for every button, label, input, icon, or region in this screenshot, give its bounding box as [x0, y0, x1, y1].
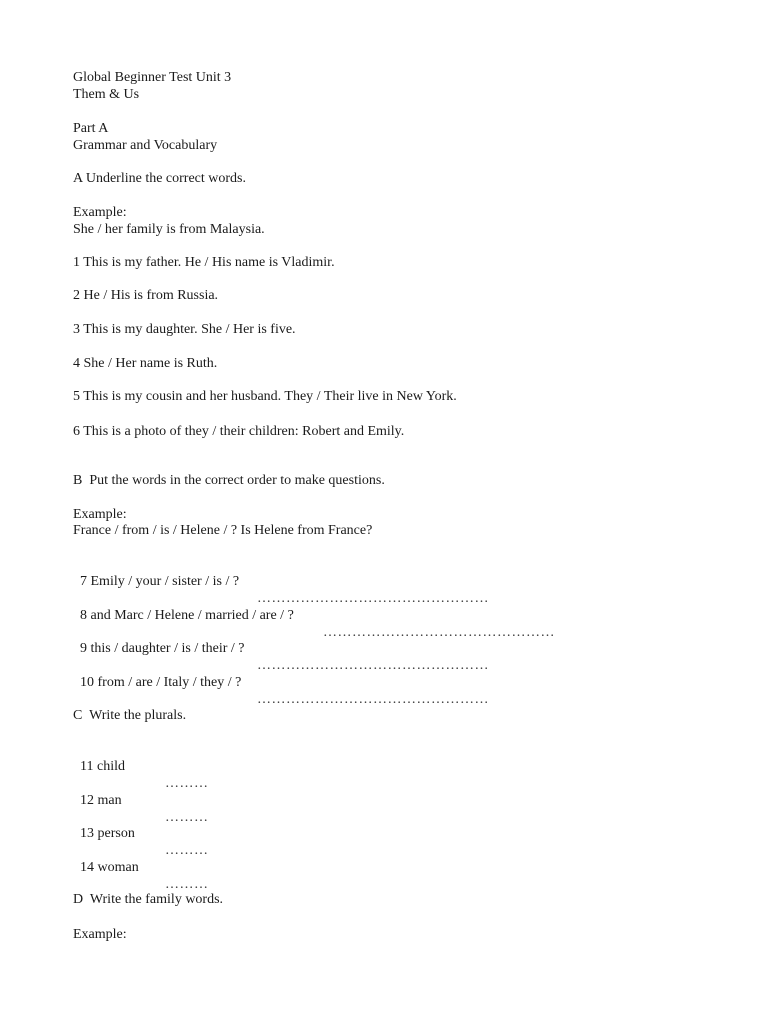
- section-b-example-label: Example:: [73, 507, 127, 522]
- plural-word: 11 child: [80, 759, 125, 774]
- answer-blank[interactable]: …………………………………………: [257, 591, 489, 606]
- question-prompt: 9 this / daughter / is / their / ?: [80, 641, 245, 656]
- section-a-example-label: Example:: [73, 205, 127, 220]
- question-prompt: 8 and Marc / Helene / married / are / ?: [80, 608, 294, 623]
- section-a-item-4: 4 She / Her name is Ruth.: [73, 356, 218, 371]
- section-a-item-1: 1 This is my father. He / His name is Vladimir.: [73, 255, 335, 270]
- plural-word: 14 woman: [80, 860, 139, 875]
- section-c-instruction: C Write the plurals.: [73, 708, 187, 723]
- plural-word: 13 person: [80, 826, 135, 841]
- answer-blank[interactable]: …………………………………………: [257, 692, 489, 707]
- section-a-instruction: A Underline the correct words.: [73, 171, 246, 186]
- answer-blank[interactable]: ………: [165, 843, 209, 858]
- part-label: Part A: [73, 121, 109, 136]
- section-b-item-10: [73, 657, 489, 708]
- section-c-item-14: [73, 842, 209, 893]
- plural-word: 12 man: [80, 793, 122, 808]
- section-b-example-text: France / from / is / Helene / ? Is Helene from France?: [73, 523, 373, 538]
- part-name: Grammar and Vocabulary: [73, 138, 218, 153]
- section-a-item-6: 6 This is a photo of they / their children: Robert and Emily.: [73, 424, 405, 439]
- answer-blank[interactable]: ………: [165, 776, 209, 791]
- section-a-example-text: She / her family is from Malaysia.: [73, 222, 265, 237]
- section-a-item-5: 5 This is my cousin and her husband. They / Their live in New York.: [73, 389, 457, 404]
- answer-blank[interactable]: ………: [165, 877, 209, 892]
- question-prompt: 10 from / are / Italy / they / ?: [80, 675, 249, 690]
- section-d-instruction: D Write the family words.: [73, 892, 224, 907]
- section-a-item-3: 3 This is my daughter. She / Her is five.: [73, 322, 296, 337]
- question-prompt: 7 Emily / your / sister / is / ?: [80, 574, 247, 589]
- answer-blank[interactable]: …………………………………………: [257, 658, 489, 673]
- answer-blank[interactable]: …………………………………………: [323, 625, 555, 640]
- document-title: Global Beginner Test Unit 3: [73, 70, 232, 85]
- document-subtitle: Them & Us: [73, 87, 140, 102]
- answer-blank[interactable]: ………: [165, 810, 209, 825]
- section-b-instruction: B Put the words in the correct order to make questions.: [73, 473, 385, 488]
- section-d-example-label: Example:: [73, 927, 127, 942]
- section-a-item-2: 2 He / His is from Russia.: [73, 288, 219, 303]
